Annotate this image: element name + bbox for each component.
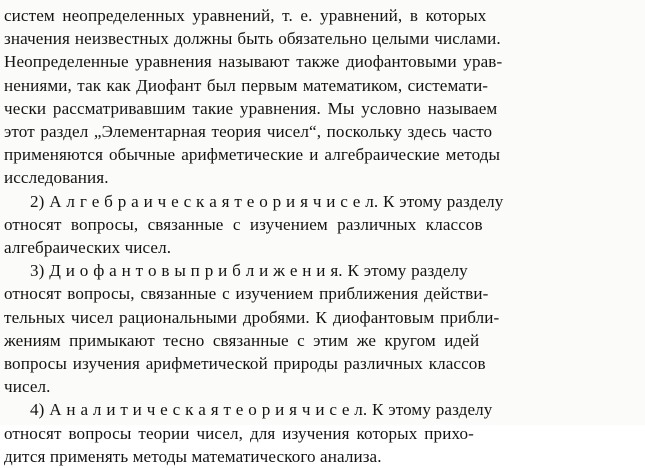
text-line: систем неопределенных уравнений, т. е. уравнений, в которых [4,6,487,25]
text-line: относят вопросы, связанные с изучением различных классов [4,214,483,234]
text-line: исследования. [4,168,109,188]
text-line: значения неизвестных должны быть обязательно целыми числами. [4,29,501,49]
paragraph-analytic-number-theory [4,398,639,468]
paragraph-continuation [4,4,639,190]
text-line: жениям примыкают тесно связанные с этим же кругом идей [4,330,480,350]
text-line: относят вопросы, связанные с изучением приближения действи- [4,284,489,304]
text-line-heading: 4) А н а л и т и ч е с к а я т е о р и я ч и с е л. К этому разделу [30,400,493,420]
text-line-heading: 2) А л г е б р а и ч е с к а я т е о р и я ч и с е л. К этому разделу [30,191,504,211]
text-line: тельных чисел рациональными дробями. К диофантовым прибли- [4,307,500,327]
text-line: этот раздел „Элементарная теория чисел“, поскольку здесь часто [4,122,493,142]
text-line: Неопределенные уравнения называют также диофантовыми урав- [4,52,503,72]
text-line: дится применять методы математического анализа. [4,446,382,466]
text-line: алгебраических чисел. [4,238,172,258]
paragraph-algebraic-number-theory [4,190,639,260]
text-line: нениями, так как Диофант был первым математиком, системати- [4,75,489,95]
text-line: чисел. [4,377,51,397]
paragraph-diophantine-approximations [4,259,639,398]
text-line: применяются обычные арифметические и алгебраические методы [4,145,501,165]
text-line-heading: 3) Д и о ф а н т о в ы п р и б л и ж е н и я. К этому разделу [30,261,468,281]
text-line: относят вопросы теории чисел, для изучения которых прихо- [4,423,474,443]
text-line: чески рассматривавшим такие уравнения. Мы условно называем [4,98,498,118]
text-line: вопросы изучения арифметической природы различных классов [4,354,486,374]
